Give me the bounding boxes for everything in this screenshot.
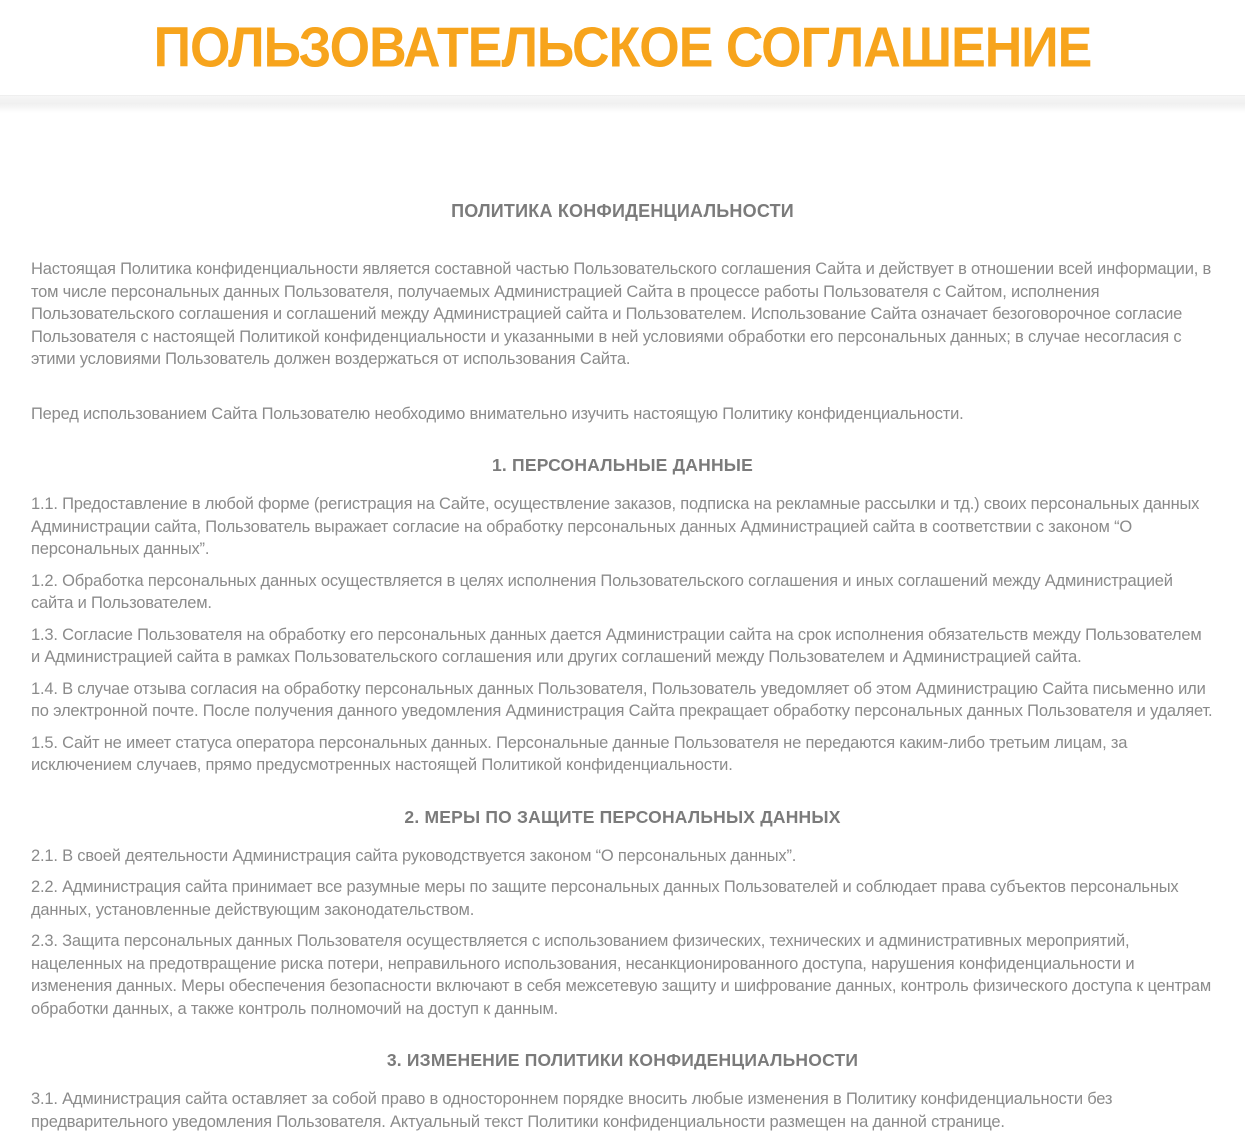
- section-heading: 3. ИЗМЕНЕНИЕ ПОЛИТИКИ КОНФИДЕНЦИАЛЬНОСТИ: [386, 1050, 859, 1070]
- intro-paragraph: Перед использованием Сайта Пользователю необходимо внимательно изучить настоящую Политику конфиденциальности.: [31, 404, 964, 423]
- legal-paragraph: 2.2. Администрация сайта принимает все разумные меры по защите персональных данных Пользователей и соблюдает права субъектов персональных данных, установленные действующим законодательством.: [31, 878, 1179, 919]
- legal-paragraph: 2.1. В своей деятельности Администрация сайта руководствуется законом “О персональных данных”.: [31, 846, 797, 865]
- section-personal-data: [31, 455, 1214, 777]
- legal-paragraph: 2.3. Защита персональных данных Пользователя осуществляется с использованием физических, технических и административных мероприятий, нацеленных на предотвращение риска потери, неправильного использования, несанкционированного доступа, нарушения конфиденциальности и изменения данных. Меры обеспечения безопасности включают в себя межсетевую защиту и шифрование данных, контроль физического доступа к центрам обработки данных, а также контроль полномочий на доступ к данным.: [31, 932, 1212, 1018]
- legal-paragraph: 1.5. Сайт не имеет статуса оператора персональных данных. Персональные данные Пользователя не передаются каким-либо третьим лицам, за исключением случаев, прямо предусмотренных настоящей Политикой конфиденциальности.: [31, 733, 1128, 774]
- intro-paragraph: Настоящая Политика конфиденциальности является составной частью Пользовательского соглашения Сайта и действует в отношении всей информации, в том числе персональных данных Пользователя, получаемых Администрацией Сайта в процессе работы Пользователя с Сайтом, исполнения Пользовательского соглашения и соглашений между Администрацией сайта и Пользователем. Использование Сайта означает безоговорочное согласие Пользователя с настоящей Политикой конфиденциальности и указанными в ней условиями обработки его персональных данных; в случае несогласия с этими условиями Пользователь должен воздержаться от использования Сайта.: [31, 260, 1212, 368]
- section-policy-changes: [31, 1050, 1214, 1133]
- header-divider: [0, 95, 1245, 113]
- privacy-policy-document: [0, 201, 1245, 1133]
- page-header: [0, 0, 1245, 95]
- legal-paragraph: 1.3. Согласие Пользователя на обработку его персональных данных дается Администрации сайта на срок исполнения обязательств между Пользователем и Администрацией сайта в рамках Пользовательского соглашения или других соглашений между Пользователем и Администрацией сайта.: [31, 625, 1202, 666]
- legal-paragraph: 1.1. Предоставление в любой форме (регистрация на Сайте, осуществление заказов, подписка на рекламные рассылки и тд.) своих персональных данных Администрации сайта, Пользователь выражает согласие на обработку персональных данных Администрацией сайта в соответствии с законом “О персональных данных”.: [31, 495, 1200, 558]
- page-title: ПОЛЬЗОВАТЕЛЬСКОЕ СОГЛАШЕНИЕ: [153, 16, 1092, 79]
- intro-block: [31, 258, 1214, 425]
- legal-paragraph: 3.1. Администрация сайта оставляет за собой право в одностороннем порядке вносить любые изменения в Политику конфиденциальности без предварительного уведомления Пользователя. Актуальный текст Политики конфиденциальности размещен на данной странице.: [31, 1090, 1113, 1131]
- section-heading: 1. ПЕРСОНАЛЬНЫЕ ДАННЫЕ: [492, 455, 753, 475]
- document-heading: ПОЛИТИКА КОНФИДЕНЦИАЛЬНОСТИ: [451, 201, 794, 221]
- legal-paragraph: 1.2. Обработка персональных данных осуществляется в целях исполнения Пользовательского соглашения и иных соглашений между Администрацией сайта и Пользователем.: [31, 571, 1173, 612]
- section-protection-measures: [31, 807, 1214, 1021]
- section-heading: 2. МЕРЫ ПО ЗАЩИТЕ ПЕРСОНАЛЬНЫХ ДАННЫХ: [404, 806, 841, 827]
- legal-paragraph: 1.4. В случае отзыва согласия на обработку персональных данных Пользователя, Пользователь уведомляет об этом Администрацию Сайта письменно или по электронной почте. После получения данного уведомления Администрация Сайта прекращает обработку персональных данных Пользователя и удаляет.: [31, 679, 1213, 720]
